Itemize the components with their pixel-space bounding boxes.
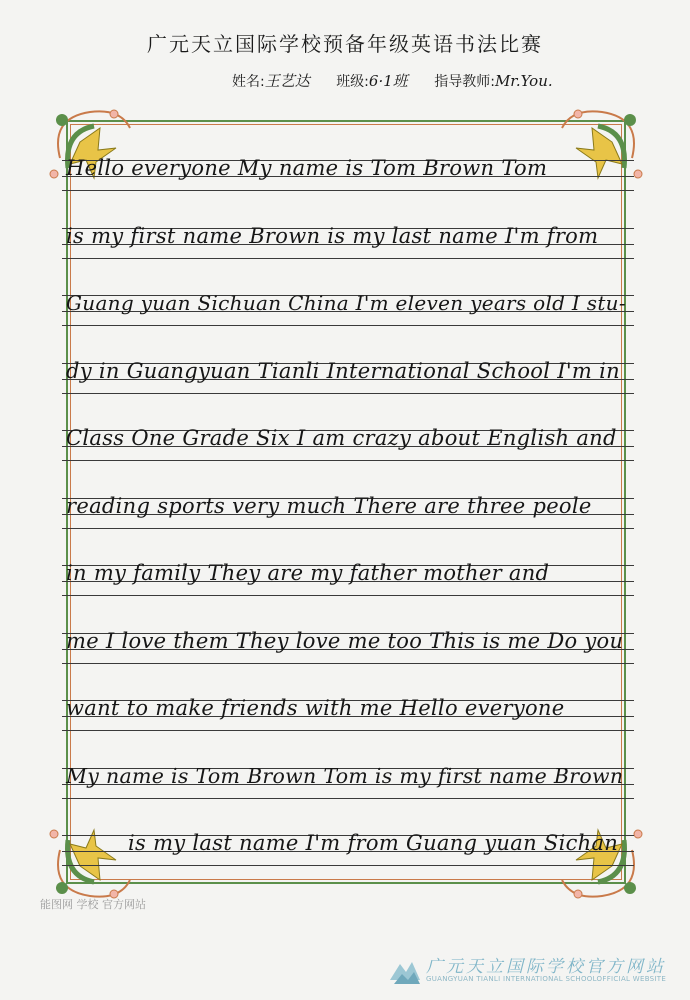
writing-row <box>62 555 634 623</box>
handwritten-line: Class One Grade Six I am crazy about English and <box>66 426 617 450</box>
ruled-line <box>62 798 634 799</box>
handwritten-line: reading sports very much There are three peole <box>66 493 592 518</box>
name-value: 王艺达 <box>264 72 310 90</box>
writing-row <box>62 690 634 758</box>
student-info <box>232 70 575 91</box>
ruled-line <box>62 393 634 394</box>
writing-row <box>62 623 634 691</box>
contest-title: 广元天立国际学校预备年级英语书法比赛 <box>147 32 543 56</box>
ruled-line <box>62 730 634 731</box>
ruled-line <box>62 258 634 259</box>
writing-row <box>62 420 634 488</box>
handwritten-line: My name is Tom Brown Tom is my first name Brown <box>66 763 624 788</box>
writing-row <box>62 150 634 218</box>
handwritten-line: is my first name Brown is my last name I'm from <box>66 223 599 248</box>
handwritten-line: Hello everyone My name is Tom Brown Tom <box>66 156 548 180</box>
logo-english-text: GUANGYUAN TIANLI INTERNATIONAL SCHOOLOFFICIAL WEBSITE <box>426 975 667 983</box>
writing-row <box>62 285 634 353</box>
handwritten-line: Guang yuan Sichuan China I'm eleven years old I stu- <box>66 291 626 315</box>
teacher-value: Mr.You. <box>494 72 553 90</box>
mountain-logo-icon <box>388 954 422 988</box>
ruled-line <box>62 460 634 461</box>
class-label: 班级: <box>336 74 369 90</box>
ruled-line <box>62 190 634 191</box>
writing-row <box>62 488 634 556</box>
name-label: 姓名: <box>232 74 265 90</box>
ruled-line <box>62 595 634 596</box>
ruled-line <box>62 865 634 866</box>
writing-row <box>62 825 634 893</box>
logo-chinese-text: 广元天立国际学校官方网站 <box>426 957 666 977</box>
watermark-text: 能图网 学校 官方网站 <box>40 898 146 911</box>
school-website-logo <box>388 950 688 994</box>
class-value: 6·1班 <box>368 72 408 90</box>
ruled-line <box>62 325 634 326</box>
ruled-line <box>62 663 634 664</box>
handwritten-line: dy in Guangyuan Tianli International School I'm in <box>66 358 620 383</box>
handwritten-line: me I love them They love me too This is me Do you <box>66 628 624 653</box>
teacher-label: 指导教师: <box>434 74 495 90</box>
ruled-line <box>62 528 634 529</box>
writing-row <box>62 758 634 826</box>
handwritten-line: in my family They are my father mother and <box>66 561 550 585</box>
handwritten-line: is my last name I'm from Guang yuan Sichan <box>128 831 619 855</box>
handwriting-lines <box>62 150 634 893</box>
writing-row <box>62 218 634 286</box>
handwritten-line: want to make friends with me Hello everyone <box>66 696 565 720</box>
writing-row <box>62 353 634 421</box>
